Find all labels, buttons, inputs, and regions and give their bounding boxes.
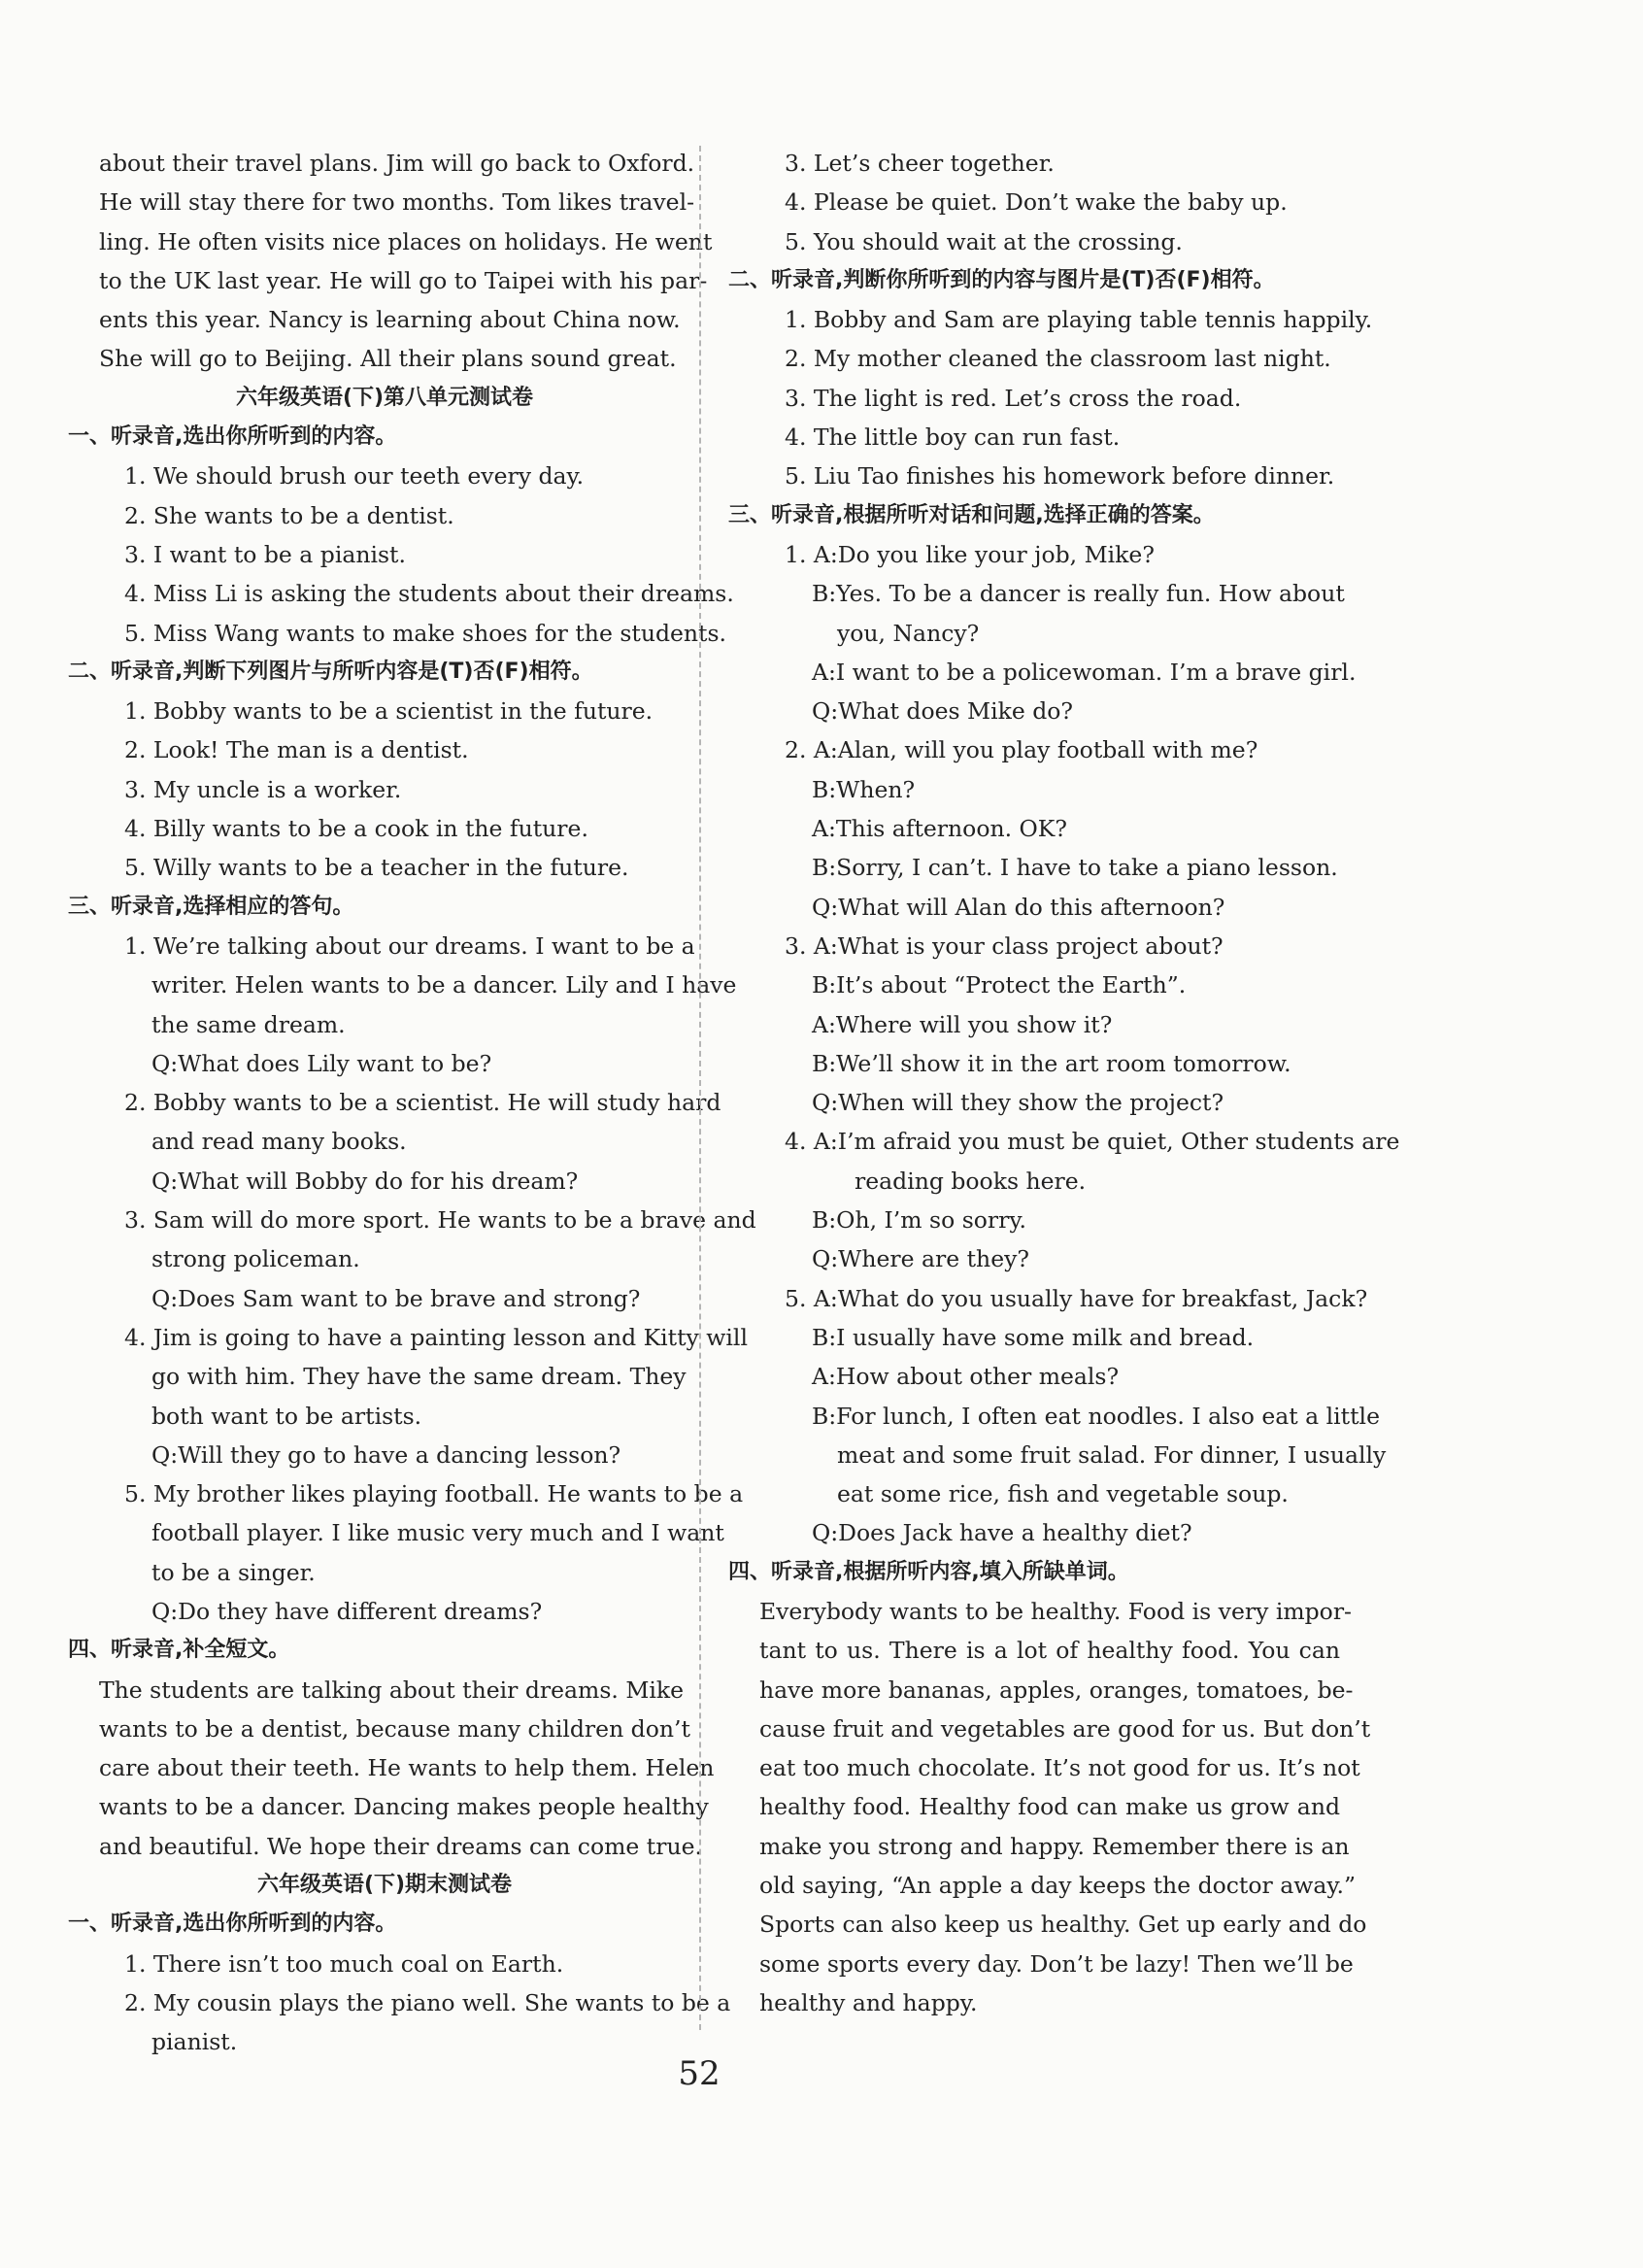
text-line: both want to be artists. xyxy=(151,1402,422,1430)
text-line: Q:Where are they? xyxy=(812,1245,1029,1273)
text-line: 3. Sam will do more sport. He wants to be a brave and xyxy=(124,1206,756,1235)
text-line: cause fruit and vegetables are good for us. But don’t xyxy=(759,1714,1371,1743)
text-line: and read many books. xyxy=(151,1128,407,1156)
text-line: A:Where will you show it? xyxy=(812,1010,1113,1038)
text-line: Sports can also keep us healthy. Get up early and do xyxy=(759,1911,1367,1939)
section-heading: 三、听录音,选择相应的答句。 xyxy=(68,894,354,919)
section-heading: 四、听录音,补全短文。 xyxy=(68,1638,290,1663)
text-line: 4. The little boy can run fast. xyxy=(785,423,1121,452)
text-line: 4. Please be quiet. Don’t wake the baby up. xyxy=(785,188,1288,217)
text-line: 3. The light is red. Let’s cross the road. xyxy=(785,384,1242,412)
text-line: 5. Miss Wang wants to make shoes for the students. xyxy=(124,619,727,647)
text-line: reading books here. xyxy=(855,1167,1087,1195)
text-line: 1. We’re talking about our dreams. I want to be a xyxy=(124,931,695,960)
section-heading: 四、听录音,根据所听内容,填入所缺单词。 xyxy=(728,1559,1129,1584)
text-line: 5. A:What do you usually have for breakfast, Jack? xyxy=(785,1284,1368,1312)
test-title: 六年级英语(下)期末测试卷 xyxy=(256,1873,513,1898)
text-line: 1. Bobby and Sam are playing table tennis happily. xyxy=(785,306,1373,334)
text-line: care about their teeth. He wants to help them. Helen xyxy=(99,1754,715,1782)
text-line: 3. A:What is your class project about? xyxy=(785,931,1224,960)
page-number: 52 xyxy=(678,2054,721,2093)
section-heading: 三、听录音,根据所听对话和问题,选择正确的答案。 xyxy=(728,502,1215,527)
column-divider xyxy=(699,146,701,2030)
text-line: 1. Bobby wants to be a scientist in the future. xyxy=(124,697,654,726)
text-line: A:I want to be a policewoman. I’m a brave girl. xyxy=(812,658,1357,686)
text-line: healthy and happy. xyxy=(759,1988,978,2016)
text-line: Q:What will Alan do this afternoon? xyxy=(812,893,1225,921)
text-line: 5. You should wait at the crossing. xyxy=(785,227,1183,255)
text-line: 4. Jim is going to have a painting lesson and Kitty will xyxy=(124,1323,748,1351)
text-line: B:For lunch, I often eat noodles. I also eat a little xyxy=(812,1402,1380,1430)
left-column xyxy=(68,144,756,2062)
text-line: She will go to Beijing. All their plans sound great. xyxy=(99,345,677,373)
text-line: have more bananas, apples, oranges, tomatoes, be- xyxy=(759,1676,1354,1704)
text-line: strong policeman. xyxy=(151,1245,360,1273)
text-line: Q:What will Bobby do for his dream? xyxy=(151,1167,579,1195)
text-line: tant to us. There is a lot of healthy food. You can xyxy=(759,1637,1340,1665)
text-line: Q:Does Sam want to be brave and strong? xyxy=(151,1284,641,1312)
text-line: the same dream. xyxy=(151,1010,346,1038)
section-heading: 一、听录音,选出你所听到的内容。 xyxy=(68,1912,397,1937)
text-line: pianist. xyxy=(151,2028,238,2056)
text-line: B:When? xyxy=(812,775,916,803)
text-line: 2. My mother cleaned the classroom last night. xyxy=(785,345,1331,373)
text-line: B:I usually have some milk and bread. xyxy=(812,1323,1255,1351)
text-line: Q:What does Mike do? xyxy=(812,697,1074,726)
text-line: writer. Helen wants to be a dancer. Lily and I have xyxy=(151,971,737,999)
text-line: Q:Do they have different dreams? xyxy=(151,1597,543,1625)
text-line: 1. We should brush our teeth every day. xyxy=(124,462,585,491)
text-line: The students are talking about their dreams. Mike xyxy=(99,1676,685,1704)
text-line: ling. He often visits nice places on holidays. He went xyxy=(99,227,713,255)
text-line: 2. A:Alan, will you play football with me? xyxy=(785,736,1258,764)
text-line: football player. I like music very much and I want xyxy=(151,1519,724,1547)
text-line: and beautiful. We hope their dreams can come true. xyxy=(99,1832,702,1860)
text-line: A:How about other meals? xyxy=(812,1363,1120,1391)
text-line: 2. My cousin plays the piano well. She wants to be a xyxy=(124,1988,731,2016)
text-line: wants to be a dancer. Dancing makes people healthy xyxy=(99,1793,709,1821)
text-line: B:Yes. To be a dancer is really fun. How about xyxy=(812,580,1345,608)
text-line: old saying, “An apple a day keeps the doctor away.” xyxy=(759,1872,1356,1900)
text-line: B:We’ll show it in the art room tomorrow. xyxy=(812,1049,1291,1077)
section-heading: 一、听录音,选出你所听到的内容。 xyxy=(68,424,397,450)
text-line: about their travel plans. Jim will go back to Oxford. xyxy=(99,150,695,177)
text-line: meat and some fruit salad. For dinner, I usually xyxy=(837,1440,1387,1469)
test-title: 六年级英语(下)第八单元测试卷 xyxy=(235,385,534,410)
text-line: eat some rice, fish and vegetable soup. xyxy=(837,1480,1289,1508)
text-line: to be a singer. xyxy=(151,1558,316,1586)
text-line: 4. Billy wants to be a cook in the future. xyxy=(124,815,588,843)
text-line: 5. Liu Tao finishes his homework before dinner. xyxy=(785,462,1335,491)
text-line: 5. My brother likes playing football. He wants to be a xyxy=(124,1480,744,1508)
text-line: 4. A:I’m afraid you must be quiet, Other students are xyxy=(785,1128,1400,1156)
text-line: Q:Does Jack have a healthy diet? xyxy=(812,1519,1192,1547)
text-line: Q:When will they show the project? xyxy=(812,1089,1224,1117)
section-heading: 二、听录音,判断你所听到的内容与图片是(T)否(F)相符。 xyxy=(728,267,1275,292)
text-line: you, Nancy? xyxy=(837,619,980,647)
text-line: He will stay there for two months. Tom likes travel- xyxy=(99,188,695,217)
text-line: eat too much chocolate. It’s not good for us. It’s not xyxy=(759,1754,1360,1782)
text-line: Q:Will they go to have a dancing lesson? xyxy=(151,1440,621,1469)
text-line: B:Sorry, I can’t. I have to take a piano lesson. xyxy=(812,854,1338,882)
text-line: Everybody wants to be healthy. Food is very impor- xyxy=(759,1597,1352,1625)
text-line: ents this year. Nancy is learning about China now. xyxy=(99,306,681,334)
text-line: 1. A:Do you like your job, Mike? xyxy=(785,540,1155,568)
text-line: 4. Miss Li is asking the students about their dreams. xyxy=(124,580,734,608)
text-line: Q:What does Lily want to be? xyxy=(151,1049,492,1077)
text-line: B:Oh, I’m so sorry. xyxy=(812,1206,1027,1235)
text-line: 2. Look! The man is a dentist. xyxy=(124,736,469,764)
text-line: B:It’s about “Protect the Earth”. xyxy=(812,971,1187,999)
text-line: 2. Bobby wants to be a scientist. He will study hard xyxy=(124,1089,721,1117)
text-line: 3. I want to be a pianist. xyxy=(124,540,406,568)
text-line: 1. There isn’t too much coal on Earth. xyxy=(124,1949,564,1978)
text-line: some sports every day. Don’t be lazy! Then we’ll be xyxy=(759,1949,1354,1978)
text-line: go with him. They have the same dream. They xyxy=(151,1363,687,1391)
text-line: 3. Let’s cheer together. xyxy=(785,150,1055,177)
text-line: make you strong and happy. Remember there is an xyxy=(759,1832,1350,1860)
text-line: 3. My uncle is a worker. xyxy=(124,775,402,803)
text-line: 2. She wants to be a dentist. xyxy=(124,501,454,529)
right-column xyxy=(728,144,1400,2022)
section-heading: 二、听录音,判断下列图片与所听内容是(T)否(F)相符。 xyxy=(68,659,593,684)
text-line: healthy food. Healthy food can make us grow and xyxy=(759,1793,1340,1821)
text-line: to the UK last year. He will go to Taipei with his par- xyxy=(99,266,708,294)
text-line: 5. Willy wants to be a teacher in the future. xyxy=(124,854,629,882)
text-line: A:This afternoon. OK? xyxy=(812,815,1067,843)
text-line: wants to be a dentist, because many children don’t xyxy=(99,1714,690,1743)
